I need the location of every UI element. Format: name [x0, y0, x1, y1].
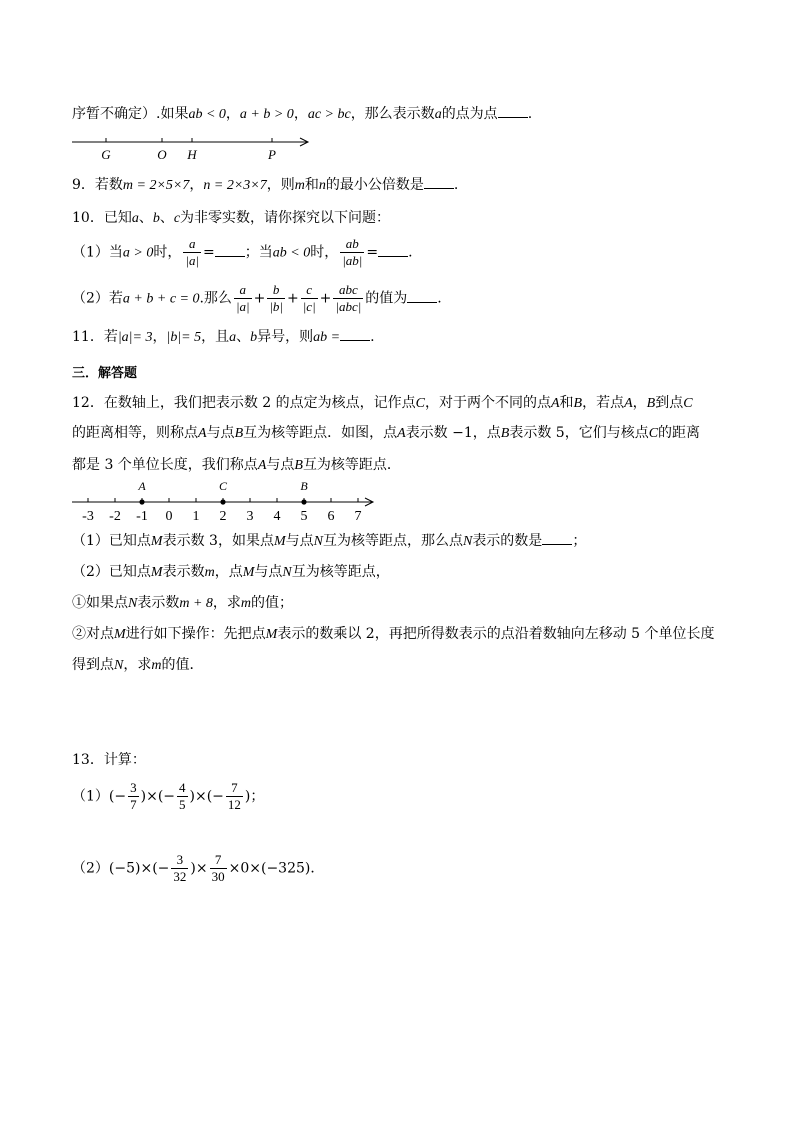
q12-case2	[72, 624, 715, 645]
q13-p1-label: （1）	[72, 788, 109, 805]
q12-l2e: 表示数 5，它们与核点	[509, 425, 649, 441]
q10-p1-eq2: =	[366, 244, 379, 261]
q8-answer-blank[interactable]	[498, 103, 528, 118]
q9-m: m	[294, 178, 305, 193]
q12-l2d: 表示数 −1，点	[405, 425, 501, 441]
q9-and: 和	[304, 177, 319, 193]
q12-l1b: ，对于两个不同的点	[424, 395, 551, 411]
q13-p2-label: （2）	[72, 860, 109, 877]
q12-var: A	[397, 426, 406, 441]
q10-p1-fraction2	[340, 236, 364, 269]
q11-line	[72, 326, 375, 348]
q10-dun1: 、	[138, 210, 153, 226]
q10-p2-fraction3	[301, 282, 318, 315]
q10-p2-mid: .那么	[199, 290, 232, 307]
q12-l3b: 与点	[266, 457, 295, 473]
q12-var: m	[204, 565, 215, 580]
q12-l3: 都是 3 个单位长度，我们称点	[72, 457, 258, 473]
q12-var: B	[294, 458, 303, 473]
q12-var: N	[462, 534, 473, 549]
q12-c2c: 表示的数乘以 2，再把所得数表示的点沿着数轴向左移动 5 个单位长度	[277, 626, 715, 642]
q13-part1	[72, 780, 264, 813]
q12-l2f: 的距离	[658, 425, 701, 441]
fraction-denominator: |c|	[302, 299, 316, 314]
fraction-numerator: c	[301, 282, 318, 299]
q12-line1	[72, 393, 693, 414]
q10-line	[72, 208, 390, 229]
q12-s1a: （1）已知点	[72, 533, 151, 549]
q10-prefix: 10．已知	[72, 210, 132, 226]
q10-p1-time2: 时，	[310, 244, 339, 261]
q11-end: .	[370, 329, 375, 345]
number-line-2	[70, 478, 390, 524]
q11-mid: ，且	[201, 329, 230, 345]
fraction-denominator: |a|	[185, 253, 200, 268]
point-B-label: B	[300, 479, 308, 493]
plus-sign: +	[319, 290, 332, 307]
q11-b: b	[250, 330, 258, 345]
fraction-denominator: 12	[227, 797, 241, 812]
q10-p1-blank1[interactable]	[215, 242, 245, 257]
q12-s1e: 表示的数是	[472, 533, 543, 549]
q11-sep: ，	[152, 329, 167, 345]
tick-label: 0	[165, 509, 173, 524]
tick-label: -1	[136, 509, 148, 524]
point-A-label: A	[138, 479, 146, 493]
q12-l2c: 互为核等距点．如图，点	[243, 425, 398, 441]
q12-s2a: （2）已知点	[72, 564, 151, 580]
q13-title: 13．计算：	[72, 752, 146, 768]
q12-var: B	[500, 426, 510, 441]
fraction-denominator: |ab|	[342, 253, 363, 268]
q10-p2-end: .	[437, 290, 442, 307]
q12-comma: ，	[632, 395, 647, 411]
q12-var: C	[683, 396, 693, 411]
number-line-1	[70, 132, 320, 164]
tick-label: 7	[354, 509, 362, 524]
fraction-numerator: 7	[226, 780, 243, 797]
q8-cond3: ac > bc	[307, 107, 351, 122]
tick-label: 3	[246, 509, 254, 524]
fraction-denominator: 5	[179, 797, 186, 812]
q11-prefix: 11．若	[72, 329, 118, 345]
q10-p2-blank[interactable]	[407, 288, 437, 303]
q9-tail: 的最小公倍数是	[325, 177, 424, 193]
q12-c1a: ①如果点	[72, 595, 128, 611]
q8-sep2: ，	[293, 106, 308, 122]
q12-case1	[72, 593, 293, 614]
q12-var: M	[150, 565, 163, 580]
q13-p1-fraction2	[177, 780, 188, 813]
q9-n: n	[318, 178, 326, 193]
q8-sep1: ，	[225, 106, 240, 122]
q12-c1b: 表示数	[137, 595, 180, 611]
q12-var: M	[114, 627, 126, 642]
fraction-denominator: 7	[130, 797, 137, 812]
tick-label: 4	[273, 509, 281, 524]
q13-p2-op: (−5)×(−	[108, 860, 170, 877]
fraction-denominator: |b|	[269, 299, 283, 314]
q11-dun: 、	[236, 329, 251, 345]
q13-part2	[72, 852, 324, 885]
q13-p2-fraction1	[171, 852, 188, 885]
q13-p1-fraction3	[226, 780, 243, 813]
q10-p2-tail: 的值为	[365, 290, 408, 307]
q9-n-expr: n = 2×3×7	[203, 178, 267, 193]
q11-tail: 异号，则	[257, 329, 314, 345]
q12-line3	[72, 455, 401, 476]
q10-p2-fraction4	[333, 282, 363, 315]
q12-var: B	[646, 396, 656, 411]
q10-b: b	[152, 211, 160, 226]
q10-p2-fraction2	[267, 282, 285, 315]
tick-label: 1	[192, 509, 200, 524]
label-P: P	[268, 147, 276, 162]
fraction-denominator: |a|	[235, 299, 250, 314]
q10-p1-eq: =	[203, 244, 215, 261]
label-G: G	[101, 147, 111, 162]
fraction-numerator: b	[267, 282, 285, 299]
q12-var: B	[234, 426, 244, 441]
q12-s1b: 表示数 3，如果点	[162, 533, 274, 549]
q12-s1c: 与点	[285, 533, 314, 549]
fraction-denominator: |abc|	[335, 299, 362, 314]
q10-p2-fraction1	[234, 282, 252, 315]
q8-tail1: ，那么表示数	[350, 106, 435, 122]
q10-dun2: 、	[159, 210, 174, 226]
q8-cond2: a + b > 0	[239, 107, 294, 122]
q12-c2d: 得到点	[72, 657, 114, 673]
q13-p1-end: )；	[244, 788, 265, 805]
q10-p1-semi: ；当	[244, 244, 273, 261]
q12-sub1	[72, 530, 586, 552]
q12-line2	[72, 423, 700, 444]
point-A-dot	[139, 499, 144, 504]
q12-var: M	[273, 534, 286, 549]
q12-c2b: 进行如下操作：先把点	[125, 626, 266, 642]
q10-p2-cond: a + b + c = 0	[122, 291, 200, 307]
q10-p2-prefix: （2）若	[72, 290, 123, 307]
q12-l2b: 与点	[206, 425, 235, 441]
q8-end: .	[527, 106, 533, 122]
tick-label: -3	[82, 509, 94, 524]
q9-line	[72, 174, 458, 196]
q13-p1-op: )×(−	[189, 788, 224, 805]
q13-p2-op: )×	[190, 860, 208, 877]
q11-a: a	[229, 330, 237, 345]
plus-sign: +	[286, 290, 299, 307]
fraction-numerator: a	[183, 236, 201, 253]
q11-answer-blank[interactable]	[340, 326, 370, 341]
q10-part2	[72, 282, 442, 315]
q10-p1-time: 时，	[153, 244, 182, 261]
q12-var: A	[198, 426, 207, 441]
q12-var: C	[415, 396, 425, 411]
fraction-denominator: 32	[173, 869, 187, 884]
q10-c: c	[173, 211, 181, 226]
q9-m-expr: m = 2×5×7	[122, 178, 190, 193]
q12-var: A	[624, 396, 633, 411]
q12-and: 和	[559, 395, 574, 411]
q12-var: M	[265, 627, 278, 642]
q12-var: N	[114, 658, 124, 673]
q13-p2-end: ×0×(−325)．	[228, 860, 325, 877]
plus-sign: +	[253, 290, 266, 307]
tick-label: 5	[300, 509, 308, 524]
q12-var: A	[550, 396, 560, 411]
point-B-dot	[301, 499, 306, 504]
q12-var: B	[573, 396, 583, 411]
q10-tail: 为非零实数，请你探究以下问题：	[180, 210, 391, 226]
fraction-numerator: 3	[171, 852, 188, 869]
q12-l2: 的距离相等，则称点	[72, 425, 198, 441]
q12-s1f: ；	[572, 533, 587, 549]
tick-label: 6	[327, 509, 335, 524]
tick-label: -2	[109, 509, 121, 524]
q10-p1-blank2[interactable]	[378, 242, 408, 257]
q10-p1-cond2: ab < 0	[272, 245, 311, 261]
fraction-numerator: a	[234, 282, 252, 299]
q12-var: A	[257, 458, 267, 473]
point-C-label: C	[218, 479, 228, 493]
q12-l1: 12．在数轴上，我们把表示数 2 的点定为核点，记作点	[72, 395, 416, 411]
q12-l3c: 互为核等距点．	[302, 457, 401, 473]
q10-p1-fraction1	[183, 236, 201, 269]
q12-l1d: 到点	[655, 395, 684, 411]
label-O: O	[157, 147, 167, 162]
q10-a: a	[131, 211, 139, 226]
q12-c2f: 的值．	[161, 657, 204, 673]
fraction-numerator: 4	[179, 780, 186, 795]
q9-mid: ，则	[266, 177, 295, 193]
q12-var: M	[150, 534, 163, 549]
q8-line	[72, 103, 532, 125]
fraction-numerator: 3	[130, 780, 137, 795]
q10-p1-prefix: （1）当	[72, 244, 123, 261]
fraction-numerator: 7	[210, 852, 227, 869]
q12-l1c: ，若点	[582, 395, 625, 411]
q9-prefix: 9．若数	[72, 177, 123, 193]
tick-label: 2	[219, 509, 227, 524]
q12-var: M	[242, 565, 255, 580]
q11-expr: ab =	[313, 330, 341, 345]
q12-s1-blank[interactable]	[542, 530, 572, 545]
q12-s1d: 互为核等距点，那么点	[322, 533, 463, 549]
q8-tail2: 的点为点	[441, 106, 498, 122]
q12-s2b: 表示数	[162, 564, 205, 580]
q12-var: N	[282, 565, 292, 580]
q11-abs-b: |b|= 5	[166, 330, 202, 345]
q12-c1d: 的值；	[251, 595, 294, 611]
q13-p1-fraction1	[128, 780, 139, 813]
q13-p2-fraction2	[210, 852, 227, 885]
q12-c1expr: m + 8	[179, 596, 213, 611]
q12-s2c: ，点	[214, 564, 243, 580]
q12-var: C	[648, 426, 659, 441]
q12-c1c: ，求	[212, 595, 241, 611]
q12-c2e: ，求	[123, 657, 152, 673]
q11-abs-a: |a|= 3	[117, 330, 153, 345]
q12-case2-cont	[72, 655, 203, 676]
q10-p1-cond: a > 0	[122, 245, 154, 261]
q9-sep: ，	[189, 177, 204, 193]
label-H: H	[187, 147, 197, 162]
fraction-denominator: 30	[211, 869, 225, 884]
fraction-numerator: abc	[333, 282, 363, 299]
q13-p1-op: )×(−	[140, 788, 176, 805]
q12-var: N	[313, 534, 323, 549]
q12-var: N	[128, 596, 138, 611]
q9-answer-blank[interactable]	[424, 174, 454, 189]
q10-p1-end: .	[408, 244, 413, 261]
q13-p1-op: (−	[108, 788, 127, 805]
q8-lead: 序暂不确定）.如果	[72, 106, 189, 122]
point-C-dot	[220, 499, 225, 504]
q12-sub2	[72, 562, 390, 583]
q8-cond1: ab < 0	[188, 107, 226, 122]
q12-c2a: ②对点	[72, 626, 114, 642]
section-heading: 三．解答题	[72, 366, 138, 381]
q9-end: .	[453, 177, 459, 193]
q12-var: m	[240, 596, 252, 611]
q10-part1	[72, 236, 413, 269]
q8-var-a: a	[434, 107, 442, 122]
fraction-numerator: ab	[340, 236, 364, 253]
q12-s2e: 互为核等距点，	[291, 564, 390, 580]
q12-s2d: 与点	[254, 564, 283, 580]
q12-var: m	[151, 658, 162, 673]
